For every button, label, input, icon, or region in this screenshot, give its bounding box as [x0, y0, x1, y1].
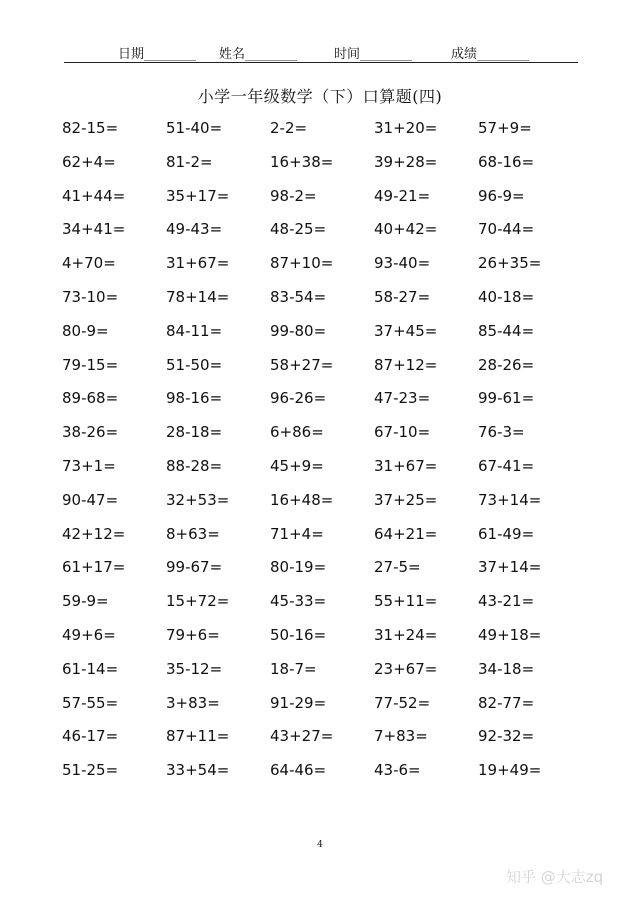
name-field: 姓名________	[219, 47, 298, 62]
arithmetic-problem: 62+4=	[62, 152, 116, 171]
arithmetic-problem: 34-18=	[478, 659, 535, 678]
arithmetic-problem: 78+14=	[166, 287, 230, 306]
arithmetic-problem: 81-2=	[166, 152, 213, 171]
arithmetic-problem: 23+67=	[374, 659, 438, 678]
arithmetic-problem: 34+41=	[62, 220, 126, 239]
arithmetic-problem: 43+27=	[270, 727, 334, 746]
arithmetic-problem: 73+1=	[62, 456, 116, 475]
arithmetic-problem: 37+25=	[374, 490, 438, 509]
arithmetic-problem: 68-16=	[478, 152, 535, 171]
arithmetic-problem: 35-12=	[166, 659, 223, 678]
arithmetic-problem: 80-9=	[62, 321, 109, 340]
arithmetic-problem: 3+83=	[166, 693, 220, 712]
arithmetic-problem: 87+10=	[270, 254, 334, 273]
arithmetic-problem: 96-9=	[478, 186, 525, 205]
arithmetic-problem: 82-77=	[478, 693, 535, 712]
arithmetic-problem: 61-14=	[62, 659, 119, 678]
arithmetic-problem: 19+49=	[478, 761, 542, 780]
arithmetic-problem: 61+17=	[62, 558, 126, 577]
arithmetic-problem: 6+86=	[270, 423, 324, 442]
arithmetic-problem: 71+4=	[270, 524, 324, 543]
arithmetic-problem: 73+14=	[478, 490, 542, 509]
arithmetic-problem: 41+44=	[62, 186, 126, 205]
watermark: 知乎 @大志zq	[506, 868, 604, 886]
arithmetic-problem: 16+38=	[270, 152, 334, 171]
arithmetic-problem: 85-44=	[478, 321, 535, 340]
worksheet-title: 小学一年级数学（下）口算题(四)	[197, 87, 443, 106]
arithmetic-problem: 64+21=	[374, 524, 438, 543]
arithmetic-problem: 39+28=	[374, 152, 438, 171]
arithmetic-problem: 31+24=	[374, 625, 438, 644]
arithmetic-problem: 2-2=	[270, 119, 308, 137]
arithmetic-problem: 46-17=	[62, 727, 119, 746]
arithmetic-problem: 59-9=	[62, 592, 109, 611]
arithmetic-problem: 27-5=	[374, 558, 421, 577]
arithmetic-problem: 43-6=	[374, 761, 421, 780]
arithmetic-problem: 55+11=	[374, 592, 438, 611]
arithmetic-problem: 28-26=	[478, 355, 535, 374]
arithmetic-problem: 70-44=	[478, 220, 535, 239]
problem-grid	[62, 118, 582, 794]
arithmetic-problem: 48-25=	[270, 220, 327, 239]
arithmetic-problem: 51-25=	[62, 761, 119, 780]
arithmetic-problem: 99-61=	[478, 389, 535, 408]
arithmetic-problem: 64-46=	[270, 761, 327, 780]
arithmetic-problem: 18-7=	[270, 659, 317, 678]
arithmetic-problem: 15+72=	[166, 592, 230, 611]
arithmetic-problem: 58+27=	[270, 355, 334, 374]
arithmetic-problem: 87+12=	[374, 355, 438, 374]
arithmetic-problem: 79-15=	[62, 355, 119, 374]
arithmetic-problem: 91-29=	[270, 693, 327, 712]
arithmetic-problem: 84-11=	[166, 321, 223, 340]
arithmetic-problem: 4+70=	[62, 254, 116, 273]
time-field: 时间________	[334, 47, 413, 62]
score-field: 成绩________	[451, 47, 530, 62]
arithmetic-problem: 35+17=	[166, 186, 230, 205]
arithmetic-problem: 58-27=	[374, 287, 431, 306]
arithmetic-problem: 31+67=	[374, 456, 438, 475]
arithmetic-problem: 28-18=	[166, 423, 223, 442]
arithmetic-problem: 49+6=	[62, 625, 116, 644]
arithmetic-problem: 67-41=	[478, 456, 535, 475]
arithmetic-problem: 93-40=	[374, 254, 431, 273]
arithmetic-problem: 82-15=	[62, 119, 119, 137]
arithmetic-problem: 37+45=	[374, 321, 438, 340]
arithmetic-problem: 99-80=	[270, 321, 327, 340]
arithmetic-problem: 77-52=	[374, 693, 431, 712]
arithmetic-problem: 45-33=	[270, 592, 327, 611]
arithmetic-problem: 40-18=	[478, 287, 535, 306]
arithmetic-problem: 42+12=	[62, 524, 126, 543]
arithmetic-problem: 83-54=	[270, 287, 327, 306]
arithmetic-problem: 57-55=	[62, 693, 119, 712]
arithmetic-problem: 43-21=	[478, 592, 535, 611]
arithmetic-problem: 89-68=	[62, 389, 119, 408]
arithmetic-problem: 79+6=	[166, 625, 220, 644]
arithmetic-problem: 51-50=	[166, 355, 223, 374]
arithmetic-problem: 88-28=	[166, 456, 223, 475]
arithmetic-problem: 37+14=	[478, 558, 542, 577]
arithmetic-problem: 87+11=	[166, 727, 230, 746]
arithmetic-problem: 90-47=	[62, 490, 119, 509]
arithmetic-problem: 50-16=	[270, 625, 327, 644]
arithmetic-problem: 67-10=	[374, 423, 431, 442]
arithmetic-problem: 49+18=	[478, 625, 542, 644]
arithmetic-problem: 45+9=	[270, 456, 324, 475]
page-number: 4	[317, 840, 323, 850]
arithmetic-problem: 8+63=	[166, 524, 220, 543]
arithmetic-problem: 16+48=	[270, 490, 334, 509]
arithmetic-problem: 73-10=	[62, 287, 119, 306]
arithmetic-problem: 98-2=	[270, 186, 317, 205]
arithmetic-problem: 98-16=	[166, 389, 223, 408]
arithmetic-problem: 76-3=	[478, 423, 525, 442]
arithmetic-problem: 96-26=	[270, 389, 327, 408]
arithmetic-problem: 31+67=	[166, 254, 230, 273]
student-info-header	[64, 40, 578, 63]
arithmetic-problem: 61-49=	[478, 524, 535, 543]
arithmetic-problem: 99-67=	[166, 558, 223, 577]
arithmetic-problem: 49-21=	[374, 186, 431, 205]
arithmetic-problem: 57+9=	[478, 119, 532, 137]
arithmetic-problem: 40+42=	[374, 220, 438, 239]
arithmetic-problem: 49-43=	[166, 220, 223, 239]
arithmetic-problem: 47-23=	[374, 389, 431, 408]
date-field: 日期________	[118, 47, 197, 62]
arithmetic-problem: 51-40=	[166, 119, 223, 137]
arithmetic-problem: 26+35=	[478, 254, 542, 273]
arithmetic-problem: 38-26=	[62, 423, 119, 442]
arithmetic-problem: 7+83=	[374, 727, 428, 746]
arithmetic-problem: 92-32=	[478, 727, 535, 746]
arithmetic-problem: 80-19=	[270, 558, 327, 577]
arithmetic-problem: 33+54=	[166, 761, 230, 780]
arithmetic-problem: 31+20=	[374, 119, 438, 137]
arithmetic-problem: 32+53=	[166, 490, 230, 509]
